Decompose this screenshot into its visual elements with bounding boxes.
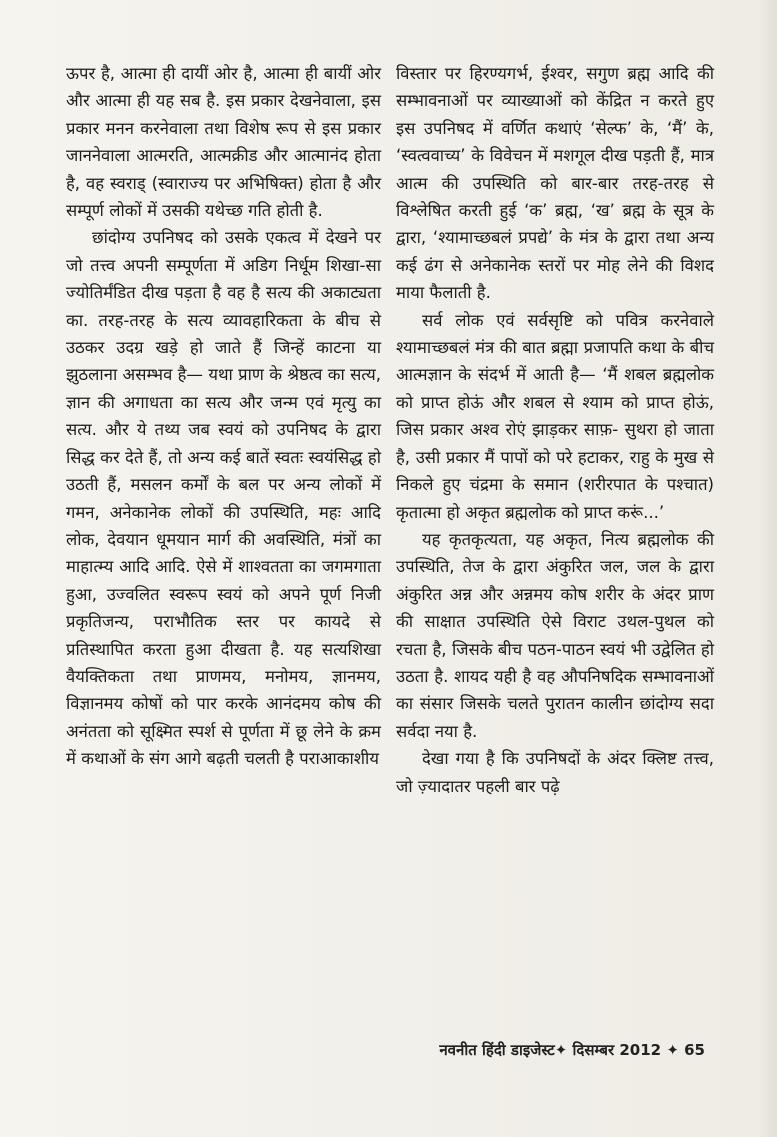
star-separator-icon: ✦ xyxy=(554,1041,568,1059)
paragraph: देखा गया है कि उपनिषदों के अंदर क्लिष्ट तत्त्व, जो ज़्यादातर पहली बार पढ़े xyxy=(396,749,714,796)
paragraph: छांदोग्य उपनिषद को उसके एकत्व में देखने पर जो तत्त्व अपनी सम्पूर्णता में अडिग निर्धूम शिखा-सा ज्योतिर्मंडित दीख पड़ता है वह है सत्य की अकाट्यता का. तरह-तरह के सत्य व्यावहारिकता के बीच से उठकर उदग्र खड़े हो जाते हैं जिन्हें काटना या झुठलाना असम्भव है— यथा प्राण के श्रेष्ठत्व का सत्य, ज्ञान की अगाधता का सत्य और जन्म एवं मृत्यु का सत्य. और ये तथ्य जब स्वयं को उपनिषद के द्वारा सिद्ध कर देते हैं, तो अन्य कई बातें स्वतः स्वयंसिद्ध हो उठती हैं, मसलन कर्मों के बल पर अन्य लोकों में गमन, अनेकानेक लोकों की उपस्थिति, महः आदि लोक, देवयान धूमयान मार्ग की अवस्थिति, मंत्रों का माहात्म्य आदि आदि. ऐसे में शाश्वतता का जगमगाता हुआ, उज्वलित स्वरूप स्वयं को अपने पूर्ण निजी प्रकृतिजन्य, पराभौतिक स्तर पर कायदे से प्रतिस्थापित करता हुआ दीखता है. यह सत्यशिखा वैयक्तिकता तथा प्राणमय, मनोमय, ज्ञानमय, विज्ञानमय कोषों को पार करके आनंदमय कोष की अनंतता को सूक्ष्मित स्पर्श से पूर्णता में छू लेने के क्रम में कथाओं के संग आगे बढ़ती चलती है पराआकाशीय xyxy=(66,228,381,769)
paragraph: यह कृतकृत्यता, यह अकृत, नित्य ब्रह्मलोक की उपस्थिति, तेज के द्वारा अंकुरित जल, जल के द्वारा अंकुरित अन्न और अन्नमय कोष शरीर के अंदर प्राण की साक्षात उपस्थिति ऐसे विराट उथल-पुथल को रचता है, जिसके बीच पठन-पाठन स्वयं भी उद्वेलित हो उठता है. शायद यही है वह औपनिषदिक सम्भावनाओं का संसार जिसके चलते पुरातन कालीन छांदोग्य सदा सर्वदा नया है. xyxy=(396,529,714,741)
issue-date: दिसम्बर 2012 xyxy=(572,1041,662,1059)
paragraph: सर्व लोक एवं सर्वसृष्टि को पवित्र करनेवाले श्यामाच्छबलं मंत्र की बात ब्रह्मा प्रजापति कथा के बीच आत्मज्ञान के संदर्भ में आती है— ‘मैं शबल ब्रह्मलोक को प्राप्त होऊं और शबल से श्याम को प्राप्त होऊं, जिस प्रकार अश्व रोएं झाड़कर साफ़- सुथरा हो जाता है, उसी प्रकार मैं पापों को परे हटाकर, राहु के मुख से निकले हुए चंद्रमा के समान (शरीरपात के पश्चात) कृतात्मा हो अकृत ब्रह्मलोक को प्राप्त करूं...’ xyxy=(396,310,714,522)
page-edge-shadow xyxy=(759,0,777,1137)
page-number: 65 xyxy=(684,1041,705,1059)
page-footer xyxy=(439,1040,705,1060)
left-column xyxy=(66,60,381,773)
star-separator-icon: ✦ xyxy=(666,1041,679,1059)
paragraph: विस्तार पर हिरण्यगर्भ, ईश्वर, सगुण ब्रह्म आदि की सम्भावनाओं पर व्याख्याओं को केंद्रित न करते हुए इस उपनिषद में वर्णित कथाएं ‘सेल्फ’ के, ‘मैं’ के, ‘स्वत्ववाच्य’ के विवेचन में मशगूल दीख पड़ती हैं, मात्र आत्म की उपस्थिति को बार-बार तरह-तरह से विश्लेषित करती हुई ‘क’ ब्रह्म, ‘ख’ ब्रह्म के सूत्र के द्वारा, ‘श्यामाच्छबलं प्रपद्ये’ के मंत्र के द्वारा तथा अन्य कई ढंग से अनेकानेक स्तरों पर मोह लेने की विशद माया फैलाती है. xyxy=(396,64,714,303)
paragraph: ऊपर है, आत्मा ही दायीं ओर है, आत्मा ही बायीं ओर और आत्मा ही यह सब है. इस प्रकार देखनेवाला, इस प्रकार मनन करनेवाला तथा विशेष रूप से इस प्रकार जाननेवाला आत्मरति, आत्मक्रीड और आत्मानंद होता है, वह स्वराड् (स्वाराज्य पर अभिषिक्त) होता है और सम्पूर्ण लोकों में उसकी यथेच्छ गति होती है. xyxy=(66,64,381,221)
right-column xyxy=(396,60,714,800)
magazine-name: नवनीत हिंदी डाइजेस्ट xyxy=(439,1041,555,1059)
